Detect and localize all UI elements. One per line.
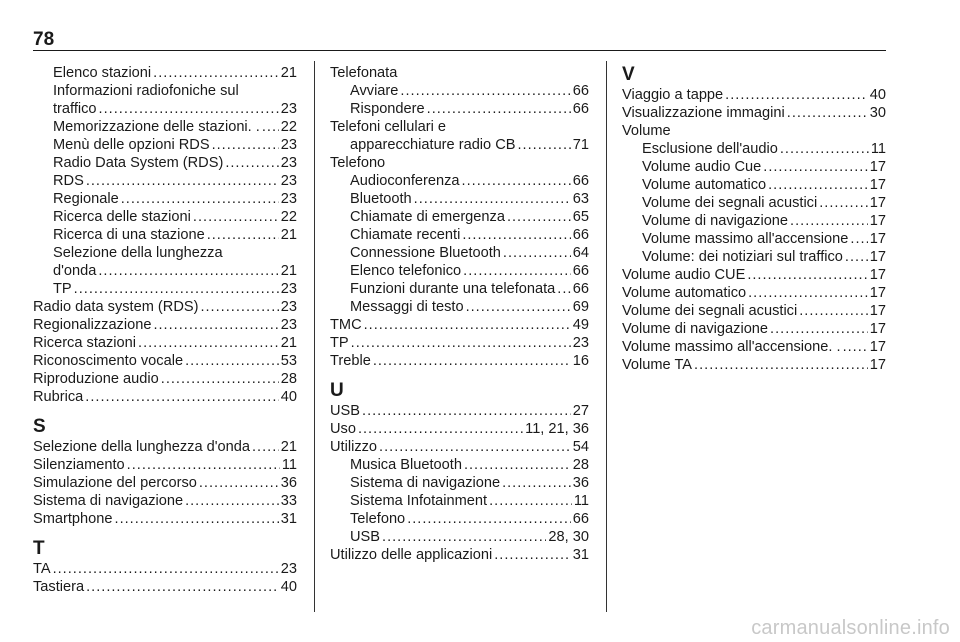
page-reference: 36 [572, 475, 589, 491]
page-reference: 17 [869, 195, 886, 211]
dot-leader [407, 510, 571, 528]
index-term: Smartphone [33, 511, 113, 527]
index-entry [330, 474, 589, 492]
page-reference: 17 [869, 213, 886, 229]
page-reference: 65 [572, 209, 589, 225]
index-entry [33, 510, 297, 528]
page-reference: 11 [281, 457, 297, 473]
dot-leader [790, 212, 868, 230]
index-term: Volume dei segnali acustici [642, 195, 818, 211]
dot-leader [200, 298, 278, 316]
index-entry [622, 140, 886, 158]
dot-leader [466, 298, 571, 316]
index-entry [33, 334, 297, 352]
index-column-2 [330, 64, 589, 564]
page-reference: 28 [280, 371, 297, 387]
index-term: Riconoscimento vocale [33, 353, 184, 369]
index-term: Tastiera [33, 579, 85, 595]
index-entry [33, 474, 297, 492]
page-reference: 23 [280, 137, 297, 153]
index-term: Volume di navigazione [622, 321, 769, 337]
dot-leader [127, 456, 280, 474]
dot-leader [74, 280, 279, 298]
index-entry [33, 388, 297, 406]
page-reference: 27 [572, 403, 589, 419]
page-reference: 53 [280, 353, 297, 369]
index-entry [33, 352, 297, 370]
index-term: Sistema Infotainment [350, 493, 488, 509]
index-term: Sistema di navigazione [350, 475, 501, 491]
page-reference: 22 [280, 209, 297, 225]
index-entry [330, 334, 589, 352]
index-term: Regionalizzazione [33, 317, 152, 333]
index-term: Selezione della lunghezza d'onda [33, 439, 250, 455]
page-reference: 17 [869, 357, 886, 373]
index-entry [330, 456, 589, 474]
page-reference: 66 [572, 511, 589, 527]
index-term: Treble [330, 353, 371, 369]
index-term: Rubrica [33, 389, 84, 405]
dot-leader [351, 334, 571, 352]
dot-leader [819, 194, 868, 212]
index-entry [622, 338, 886, 356]
dot-leader [845, 248, 868, 266]
index-entry [330, 402, 589, 420]
index-term: Connessione Bluetooth [350, 245, 501, 261]
dot-leader [193, 208, 279, 226]
page-reference: 23 [280, 155, 297, 171]
page-reference: 31 [280, 511, 297, 527]
index-entry [330, 226, 589, 244]
index-entry [330, 510, 589, 528]
index-entry [622, 158, 886, 176]
index-term: Funzioni durante una telefonata [350, 281, 556, 297]
page-reference: 71 [572, 137, 589, 153]
dot-leader [53, 560, 279, 578]
page-reference: 11 [573, 493, 589, 509]
page-reference: 17 [869, 249, 886, 265]
index-heading: Informazioni radiofoniche sul [53, 83, 239, 99]
index-entry [330, 172, 589, 190]
page-number: 78 [33, 29, 55, 50]
index-entry [622, 320, 886, 338]
index-entry [33, 370, 297, 388]
index-entry [330, 298, 589, 316]
index-entry [330, 244, 589, 262]
page-reference: 66 [572, 83, 589, 99]
index-term: Silenziamento [33, 457, 125, 473]
index-entry [330, 528, 589, 546]
dot-leader [98, 262, 278, 280]
index-entry [330, 100, 589, 118]
index-term: Utilizzo [330, 439, 378, 455]
index-entry [622, 176, 886, 194]
dot-leader [115, 510, 279, 528]
index-entry [622, 248, 886, 266]
column-divider-1 [314, 61, 315, 612]
index-entry [330, 208, 589, 226]
index-entry [33, 298, 297, 316]
dot-leader [489, 492, 572, 510]
index-entry [33, 560, 297, 578]
section-letter: S [33, 416, 46, 437]
index-entry [33, 136, 297, 154]
index-term: Bluetooth [350, 191, 412, 207]
index-entry [33, 262, 297, 280]
index-term: Simulazione del percorso [33, 475, 197, 491]
index-entry [622, 230, 886, 248]
index-entry [33, 438, 297, 456]
index-entry [330, 316, 589, 334]
page-reference: 21 [280, 263, 297, 279]
page-reference: 17 [869, 285, 886, 301]
page-reference: 69 [572, 299, 589, 315]
index-term: Volume: dei notiziari sul traffico [642, 249, 843, 265]
index-heading: Telefono [330, 155, 386, 171]
index-term: d'onda [53, 263, 97, 279]
index-term: Viaggio a tappe [622, 87, 724, 103]
dot-leader [463, 262, 571, 280]
page-reference: 31 [572, 547, 589, 563]
index-entry [33, 578, 297, 596]
index-term: Volume audio CUE [622, 267, 746, 283]
index-term: Volume audio Cue [642, 159, 762, 175]
dot-leader [843, 338, 868, 356]
index-entry [330, 136, 589, 154]
index-entry [33, 172, 297, 190]
index-entry [330, 438, 589, 456]
index-term: TP [330, 335, 349, 351]
dot-leader [199, 474, 279, 492]
dot-leader [153, 64, 279, 82]
page-reference: 66 [572, 281, 589, 297]
page-reference: 21 [280, 439, 297, 455]
index-term: Elenco telefonico [350, 263, 462, 279]
index-term: Ricerca stazioni [33, 335, 137, 351]
index-term: Regionale [53, 191, 119, 207]
dot-leader [86, 578, 279, 596]
page-reference: 11, 21, 36 [525, 421, 589, 437]
index-entry [33, 226, 297, 244]
dot-leader [262, 118, 279, 136]
dot-leader [379, 438, 571, 456]
index-term: Rispondere [350, 101, 425, 117]
index-term: Utilizzo delle applicazioni [330, 547, 493, 563]
page-reference: 21 [280, 227, 297, 243]
dot-leader [507, 208, 571, 226]
page-reference: 64 [572, 245, 589, 261]
index-term: TMC [330, 317, 362, 333]
index-term: Telefono [350, 511, 406, 527]
dot-leader [252, 438, 279, 456]
dot-leader [358, 420, 523, 438]
dot-leader [362, 402, 571, 420]
index-term: Volume massimo all'accensione [642, 231, 849, 247]
watermark: carmanualsonline.info [751, 617, 950, 639]
index-term: Chiamate di emergenza [350, 209, 505, 225]
index-entry [330, 262, 589, 280]
index-entry [33, 492, 297, 510]
page-reference: 63 [572, 191, 589, 207]
page-reference: 23 [280, 191, 297, 207]
dot-leader [153, 316, 278, 334]
page-reference: 49 [572, 317, 589, 333]
page-reference: 17 [869, 339, 886, 355]
index-column-3 [622, 64, 886, 374]
index-term: Volume automatico [642, 177, 767, 193]
index-entry [622, 86, 886, 104]
page-reference: 23 [280, 281, 297, 297]
index-term: Riproduzione audio [33, 371, 159, 387]
page-reference: 66 [572, 101, 589, 117]
page-reference: 23 [280, 101, 297, 117]
page-reference: 17 [869, 321, 886, 337]
dot-leader [414, 190, 571, 208]
dot-leader [518, 136, 571, 154]
page-reference: 66 [572, 173, 589, 189]
index-term: Messaggi di testo [350, 299, 464, 315]
dot-leader [780, 140, 869, 158]
index-term: Volume massimo all'accensione. . [622, 339, 841, 355]
index-entry [330, 190, 589, 208]
index-entry [33, 456, 297, 474]
page-reference: 28, 30 [548, 529, 589, 545]
index-term: Menù delle opzioni RDS [53, 137, 210, 153]
index-term: Volume automatico [622, 285, 747, 301]
index-term: Avviare [350, 83, 399, 99]
page-reference: 21 [280, 65, 297, 81]
index-entry [330, 546, 589, 564]
index-term: apparecchiature radio CB [350, 137, 516, 153]
index-entry [622, 284, 886, 302]
page-reference: 40 [280, 389, 297, 405]
dot-leader [557, 280, 570, 298]
dot-leader [121, 190, 279, 208]
dot-leader [99, 100, 279, 118]
index-entry [622, 194, 886, 212]
index-heading: Volume [622, 123, 671, 139]
page-reference: 17 [869, 177, 886, 193]
index-term: TA [33, 561, 51, 577]
dot-leader [464, 456, 571, 474]
page-reference: 33 [280, 493, 297, 509]
index-heading: Telefoni cellulari e [330, 119, 447, 135]
index-entry [622, 212, 886, 230]
page-reference: 21 [280, 335, 297, 351]
page-reference: 54 [572, 439, 589, 455]
dot-leader [225, 154, 278, 172]
dot-leader [207, 226, 279, 244]
index-term: Uso [330, 421, 356, 437]
index-entry [33, 316, 297, 334]
index-term: Ricerca delle stazioni [53, 209, 191, 225]
index-entry [622, 104, 886, 122]
index-column-1 [33, 64, 297, 596]
page-reference: 40 [280, 579, 297, 595]
page-reference: 22 [280, 119, 297, 135]
index-term: RDS [53, 173, 84, 189]
index-entry [33, 64, 297, 82]
index-entry [33, 154, 297, 172]
index-term: Audioconferenza [350, 173, 460, 189]
index-entry [330, 492, 589, 510]
page-reference: 23 [280, 561, 297, 577]
dot-leader [364, 316, 571, 334]
index-term: Radio Data System (RDS) [53, 155, 224, 171]
page-reference: 16 [572, 353, 589, 369]
dot-leader [502, 474, 571, 492]
page-reference: 17 [869, 231, 886, 247]
index-term: USB [350, 529, 381, 545]
index-term: Memorizzazione delle stazioni. . [53, 119, 260, 135]
index-term: Visualizzazione immagini [622, 105, 785, 121]
index-term: Musica Bluetooth [350, 457, 462, 473]
index-term: Ricerca di una stazione [53, 227, 205, 243]
dot-leader [427, 100, 571, 118]
index-entry [330, 352, 589, 370]
page-reference: 17 [869, 267, 886, 283]
section-letter: U [330, 380, 344, 401]
dot-leader [86, 172, 279, 190]
dot-leader [503, 244, 571, 262]
index-entry [33, 208, 297, 226]
index-term: Elenco stazioni [53, 65, 152, 81]
dot-leader [770, 320, 868, 338]
index-term: Esclusione dell'audio [642, 141, 778, 157]
dot-leader [494, 546, 571, 564]
index-term: TP [53, 281, 72, 297]
page-reference: 66 [572, 227, 589, 243]
index-term: Sistema di navigazione [33, 493, 184, 509]
header-rule [33, 50, 886, 51]
index-term: Volume TA [622, 357, 693, 373]
index-entry [622, 302, 886, 320]
dot-leader [694, 356, 868, 374]
index-term: Volume di navigazione [642, 213, 789, 229]
page-reference: 36 [280, 475, 297, 491]
index-entry [33, 280, 297, 298]
page-reference: 28 [572, 457, 589, 473]
dot-leader [382, 528, 546, 546]
dot-leader [373, 352, 571, 370]
index-entry [33, 100, 297, 118]
column-divider-2 [606, 61, 607, 612]
dot-leader [185, 352, 279, 370]
dot-leader [725, 86, 868, 104]
section-letter: V [622, 64, 635, 85]
dot-leader [787, 104, 868, 122]
page-reference: 17 [869, 159, 886, 175]
dot-leader [799, 302, 868, 320]
index-term: Radio data system (RDS) [33, 299, 199, 315]
dot-leader [768, 176, 868, 194]
page-reference: 66 [572, 263, 589, 279]
dot-leader [850, 230, 867, 248]
dot-leader [462, 172, 571, 190]
dot-leader [400, 82, 570, 100]
index-entry [33, 118, 297, 136]
page-reference: 11 [870, 141, 886, 157]
index-term: Volume dei segnali acustici [622, 303, 798, 319]
index-term: Chiamate recenti [350, 227, 461, 243]
page-reference: 23 [280, 317, 297, 333]
page-reference: 30 [869, 105, 886, 121]
index-heading: Telefonata [330, 65, 398, 81]
page-reference: 23 [280, 173, 297, 189]
index-entry [330, 280, 589, 298]
index-entry [33, 190, 297, 208]
index-entry [330, 420, 589, 438]
index-term: traffico [53, 101, 97, 117]
page-reference: 40 [869, 87, 886, 103]
index-entry [330, 82, 589, 100]
section-letter: T [33, 538, 45, 559]
dot-leader [85, 388, 278, 406]
dot-leader [161, 370, 279, 388]
dot-leader [138, 334, 279, 352]
dot-leader [763, 158, 868, 176]
dot-leader [212, 136, 279, 154]
dot-leader [185, 492, 279, 510]
dot-leader [462, 226, 570, 244]
dot-leader [747, 266, 867, 284]
page-reference: 23 [572, 335, 589, 351]
dot-leader [748, 284, 868, 302]
index-heading: Selezione della lunghezza [53, 245, 223, 261]
page-reference: 17 [869, 303, 886, 319]
index-entry [622, 356, 886, 374]
index-term: USB [330, 403, 361, 419]
page-reference: 23 [280, 299, 297, 315]
index-entry [622, 266, 886, 284]
